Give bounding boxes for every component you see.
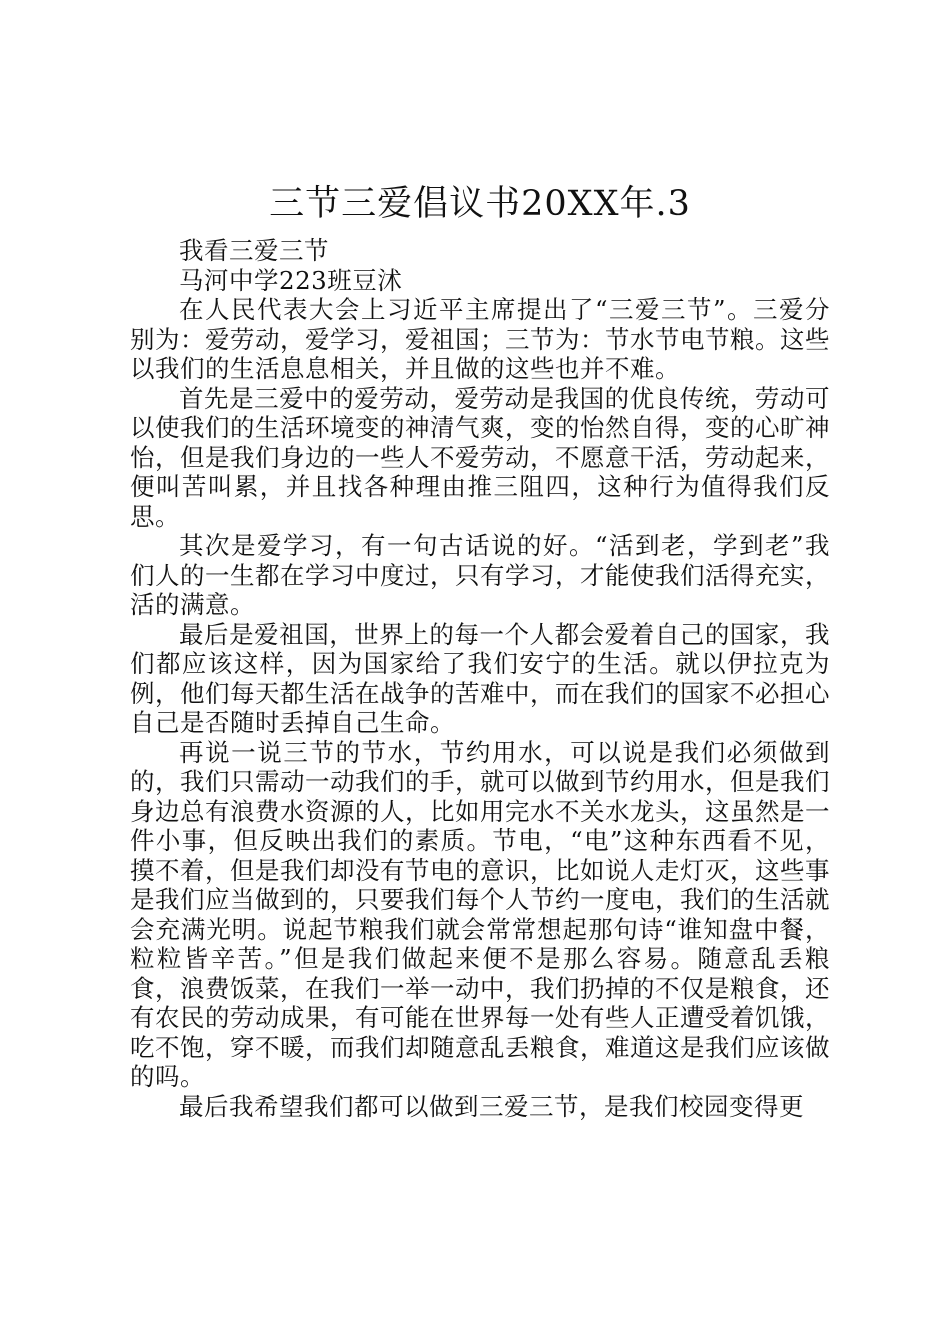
- author-line: 马河中学223班豆沭: [179, 265, 403, 295]
- body-paragraph: 最后是爱祖国，世界上的每一个人都会爱着自己的国家，我们都应该这样，因为国家给了我们安宁的生活。就以伊拉克为例，他们每天都生活在战争的苦难中，而在我们的国家不必担心自己是否随时丢掉自己生命。: [130, 619, 830, 737]
- body-paragraph: 再说一说三节的节水，节约用水，可以说是我们必须做到的，我们只需动一动我们的手，就可以做到节约用水，但是我们身边总有浪费水资源的人，比如用完水不关水龙头，这虽然是一件小事，但反映出我们的素质。节电，“电”这种东西看不见，摸不着，但是我们却没有节电的意识，比如说人走灯灭，这些事是我们应当做到的，只要我们每个人节约一度电，我们的生活就会充满光明。说起节粮我们就会常常想起那句诗“谁知盘中餐，粒粒皆辛苦。”但是我们做起来便不是那么容易。随意乱丢粮食，浪费饭菜，在我们一举一动中，我们扔掉的不仅是粮食，还有农民的劳动成果，有可能在世界每一处有些人正遭受着饥饿，吃不饱，穿不暖，而我们却随意乱丢粮食，难道这是我们应该做的吗。: [130, 737, 830, 1091]
- body-paragraph: 首先是三爱中的爱劳动，爱劳动是我国的优良传统，劳动可以使我们的生活环境变的神清气爽，变的怡然自得，变的心旷神怡，但是我们身边的一些人不爱劳动，不愿意干活，劳动起来，便叫苦叫累，并且找各种理由推三阻四，这种行为值得我们反思。: [130, 383, 830, 531]
- body-paragraph: 其次是爱学习，有一句古话说的好。“活到老，学到老”我们人的一生都在学习中度过，只有学习，才能使我们活得充实，活的满意。: [130, 531, 830, 619]
- body-paragraph: 最后我希望我们都可以做到三爱三节，是我们校园变得更: [179, 1091, 804, 1121]
- document-page: [130, 180, 830, 1121]
- body-paragraph: 在人民代表大会上习近平主席提出了“三爱三节”。三爱分别为：爱劳动，爱学习，爱祖国；三节为：节水节电节粮。这些以我们的生活息息相关，并且做的这些也并不难。: [130, 295, 830, 383]
- essay-heading: 我看三爱三节: [179, 236, 329, 265]
- document-title: 三节三爱倡议书20XX年.3: [269, 184, 691, 224]
